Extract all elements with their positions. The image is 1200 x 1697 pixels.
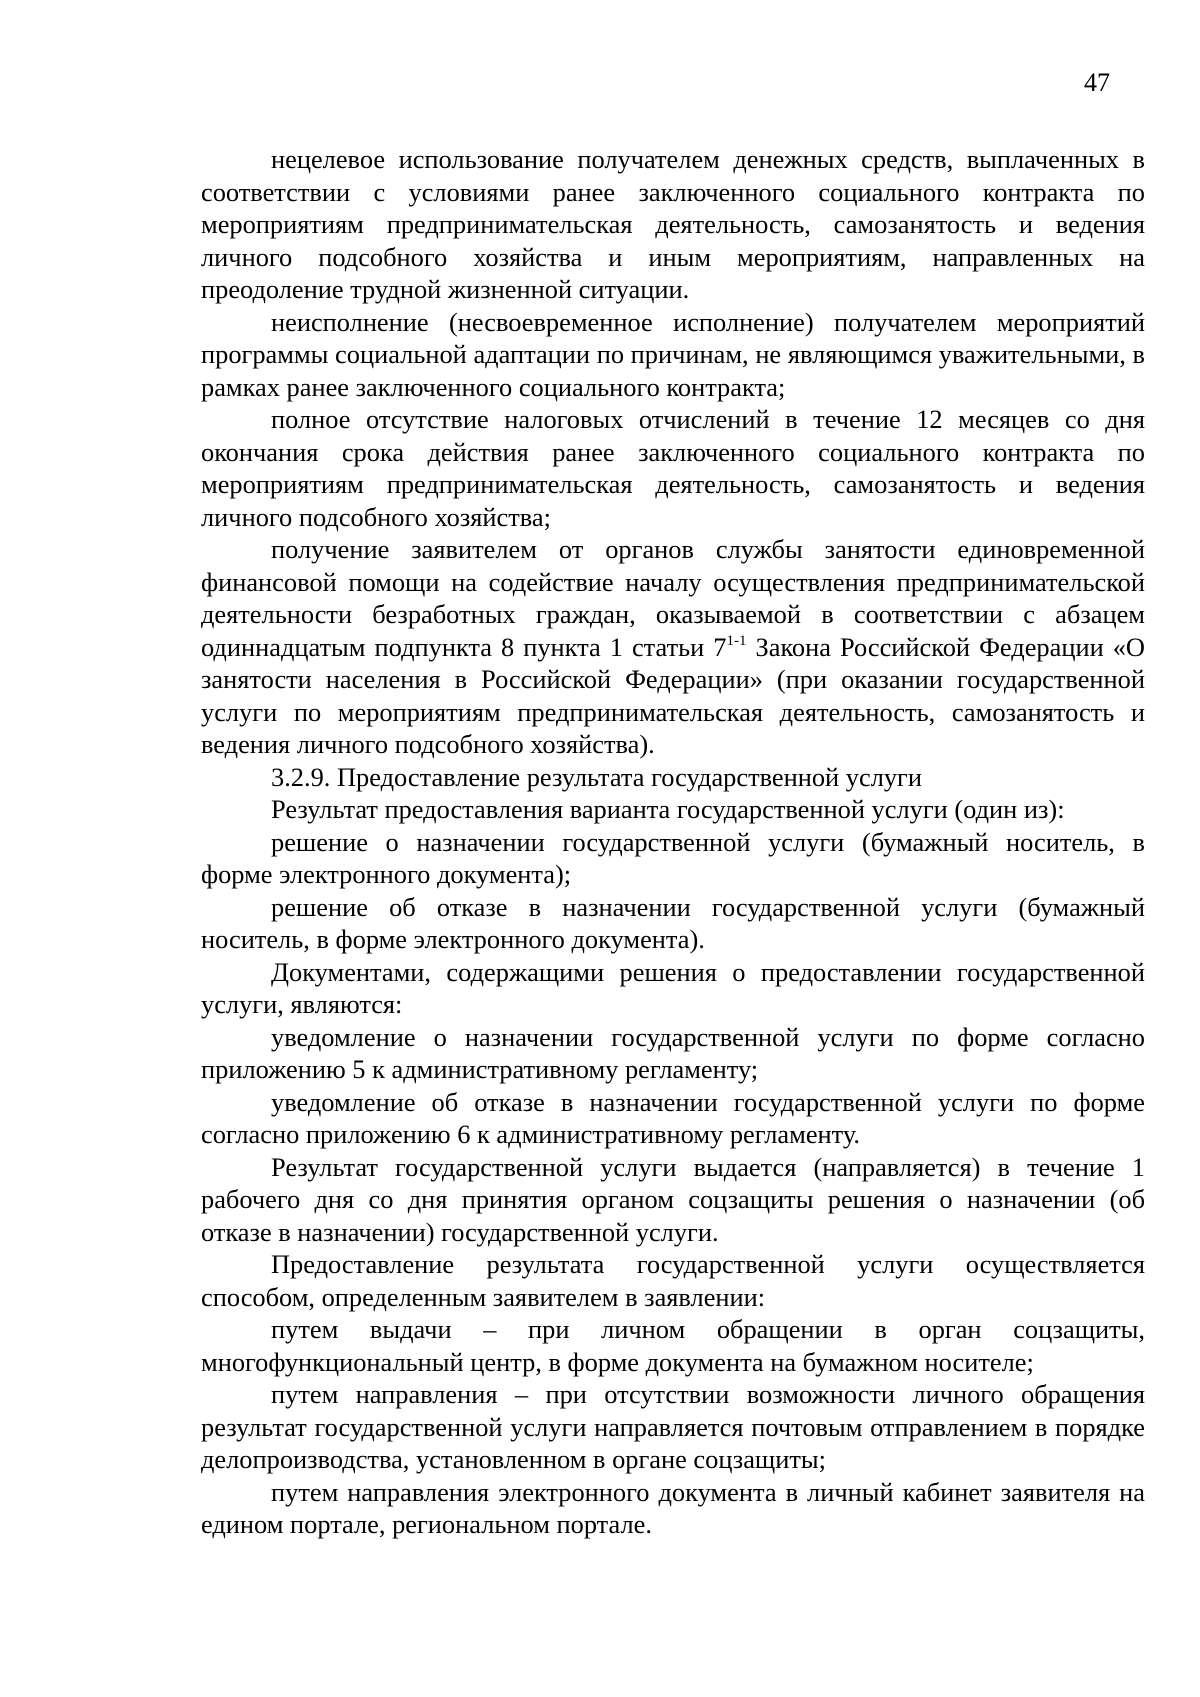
paragraph: уведомление о назначении государственной услуги по форме согласно приложению 5 к административному регламенту; bbox=[201, 1021, 1145, 1084]
paragraph: путем выдачи – при личном обращении в орган соцзащиты, многофункциональный центр, в форме документа на бумажном носителе; bbox=[201, 1314, 1145, 1377]
paragraph: Результат предоставления варианта государственной услуги (один из): bbox=[271, 794, 1065, 824]
page-number: 47 bbox=[1084, 68, 1110, 97]
paragraph-with-footnote-ref bbox=[201, 533, 1145, 761]
paragraph: Результат государственной услуги выдается (направляется) в течение 1 рабочего дня со дня принятия органом соцзащиты решения о назначении (об отказе в назначении) государственной услуги. bbox=[201, 1151, 1145, 1247]
paragraph: полное отсутствие налоговых отчислений в течение 12 месяцев со дня окончания срока действия ранее заключенного социального контракта по мероприятиям предпринимательская деятельность, самозанятость и ведения личного подсобного хозяйства; bbox=[201, 404, 1145, 532]
paragraph-text-before: получение заявителем от органов службы занятости единовременной финансовой помощи на содействие началу осуществления предпринимательской деятельности безработных граждан, оказываемой в соответствии с абзацем одиннадцатым подпункта 8 пункта 1 статьи 7 bbox=[201, 534, 1145, 662]
paragraph-text-after: Закона Российской Федерации «О занятости населения в Российской Федерации» (при оказании государственной услуги по мероприятиям предпринимательская деятельность, самозанятость и ведения личного подсобного хозяйства). bbox=[201, 631, 1145, 759]
document-body bbox=[201, 143, 1145, 1541]
section-heading: 3.2.9. Предоставление результата государственной услуги bbox=[271, 761, 923, 792]
paragraph: решение об отказе в назначении государственной услуги (бумажный носитель, в форме электронного документа). bbox=[201, 891, 1145, 954]
paragraph: уведомление об отказе в назначении государственной услуги по форме согласно приложению 6 к административному регламенту. bbox=[201, 1086, 1145, 1149]
paragraph: неисполнение (несвоевременное исполнение) получателем мероприятий программы социальной адаптации по причинам, не являющимся уважительными, в рамках ранее заключенного социального контракта; bbox=[201, 306, 1145, 402]
paragraph: путем направления – при отсутствии возможности личного обращения результат государственной услуги направляется почтовым отправлением в порядке делопроизводства, установленном в органе соцзащиты; bbox=[201, 1379, 1145, 1474]
superscript-index: 1-1 bbox=[726, 632, 747, 649]
paragraph: путем направления электронного документа в личный кабинет заявителя на едином портале, региональном портале. bbox=[201, 1476, 1145, 1539]
paragraph: нецелевое использование получателем денежных средств, выплаченных в соответствии с условиями ранее заключенного социального контракта по мероприятиям предпринимательская деятельность, самозанятость и ведения личного подсобного хозяйства и иным мероприятиям, направленных на преодоление трудной жизненной ситуации. bbox=[201, 144, 1145, 304]
paragraph: Предоставление результата государственной услуги осуществляется способом, определенным заявителем в заявлении: bbox=[201, 1249, 1145, 1312]
paragraph: Документами, содержащими решения о предоставлении государственной услуги, являются: bbox=[201, 956, 1145, 1019]
paragraph: решение о назначении государственной услуги (бумажный носитель, в форме электронного документа); bbox=[201, 826, 1145, 889]
